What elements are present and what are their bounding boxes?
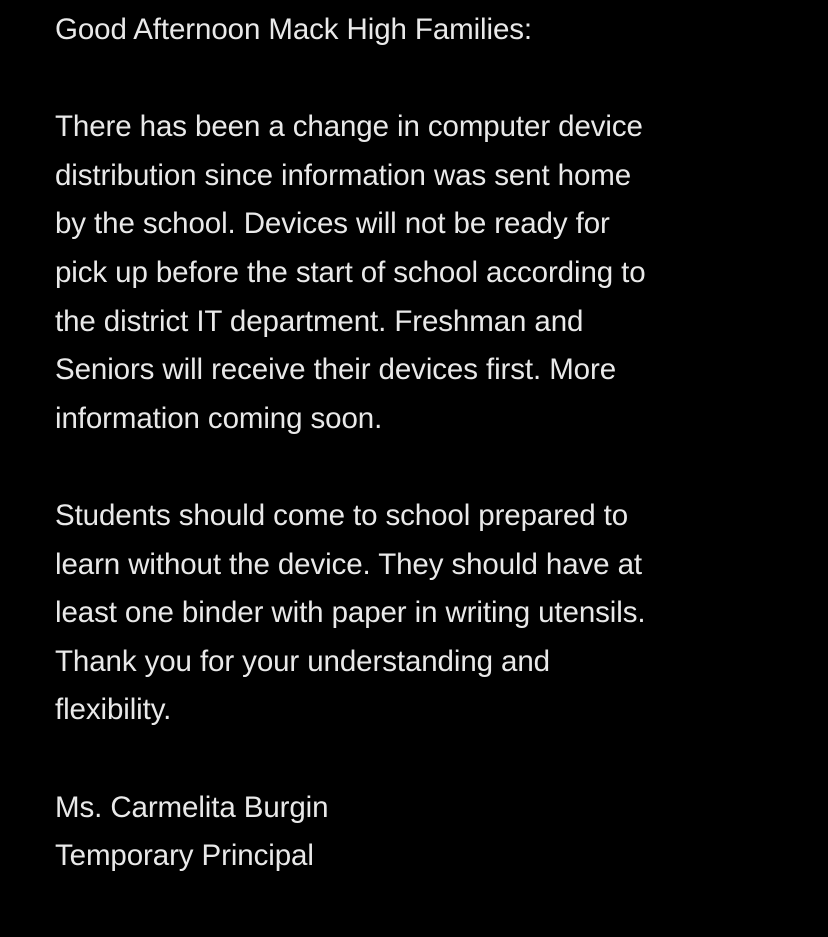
signature-block	[55, 784, 815, 881]
text-line: There has been a change in computer device	[55, 110, 643, 144]
text-line: the district IT department. Freshman and	[55, 304, 584, 338]
text-line: learn without the device. They should have at	[55, 547, 642, 581]
paragraph-spacer	[55, 735, 815, 784]
text-line: information coming soon.	[55, 401, 383, 435]
text-line: distribution since information was sent home	[55, 158, 632, 192]
note-body	[55, 6, 815, 881]
paragraph-spacer	[55, 55, 815, 104]
greeting: Good Afternoon Mack High Families:	[55, 13, 533, 46]
text-line: Thank you for your understanding and	[55, 644, 550, 678]
text-line: by the school. Devices will not be ready for	[55, 207, 610, 241]
signature-title: Temporary Principal	[55, 839, 314, 873]
text-line: pick up before the start of school according to	[55, 255, 646, 289]
paragraph-spacer	[55, 443, 815, 492]
paragraph-device-change	[55, 103, 815, 443]
text-line: flexibility.	[55, 693, 172, 727]
signature-name: Ms. Carmelita Burgin	[55, 790, 329, 824]
paragraph-student-prep	[55, 492, 815, 735]
text-line: Students should come to school prepared to	[55, 498, 629, 532]
text-line: Seniors will receive their devices first. More	[55, 353, 616, 387]
text-line: least one binder with paper in writing utensils.	[55, 596, 646, 630]
